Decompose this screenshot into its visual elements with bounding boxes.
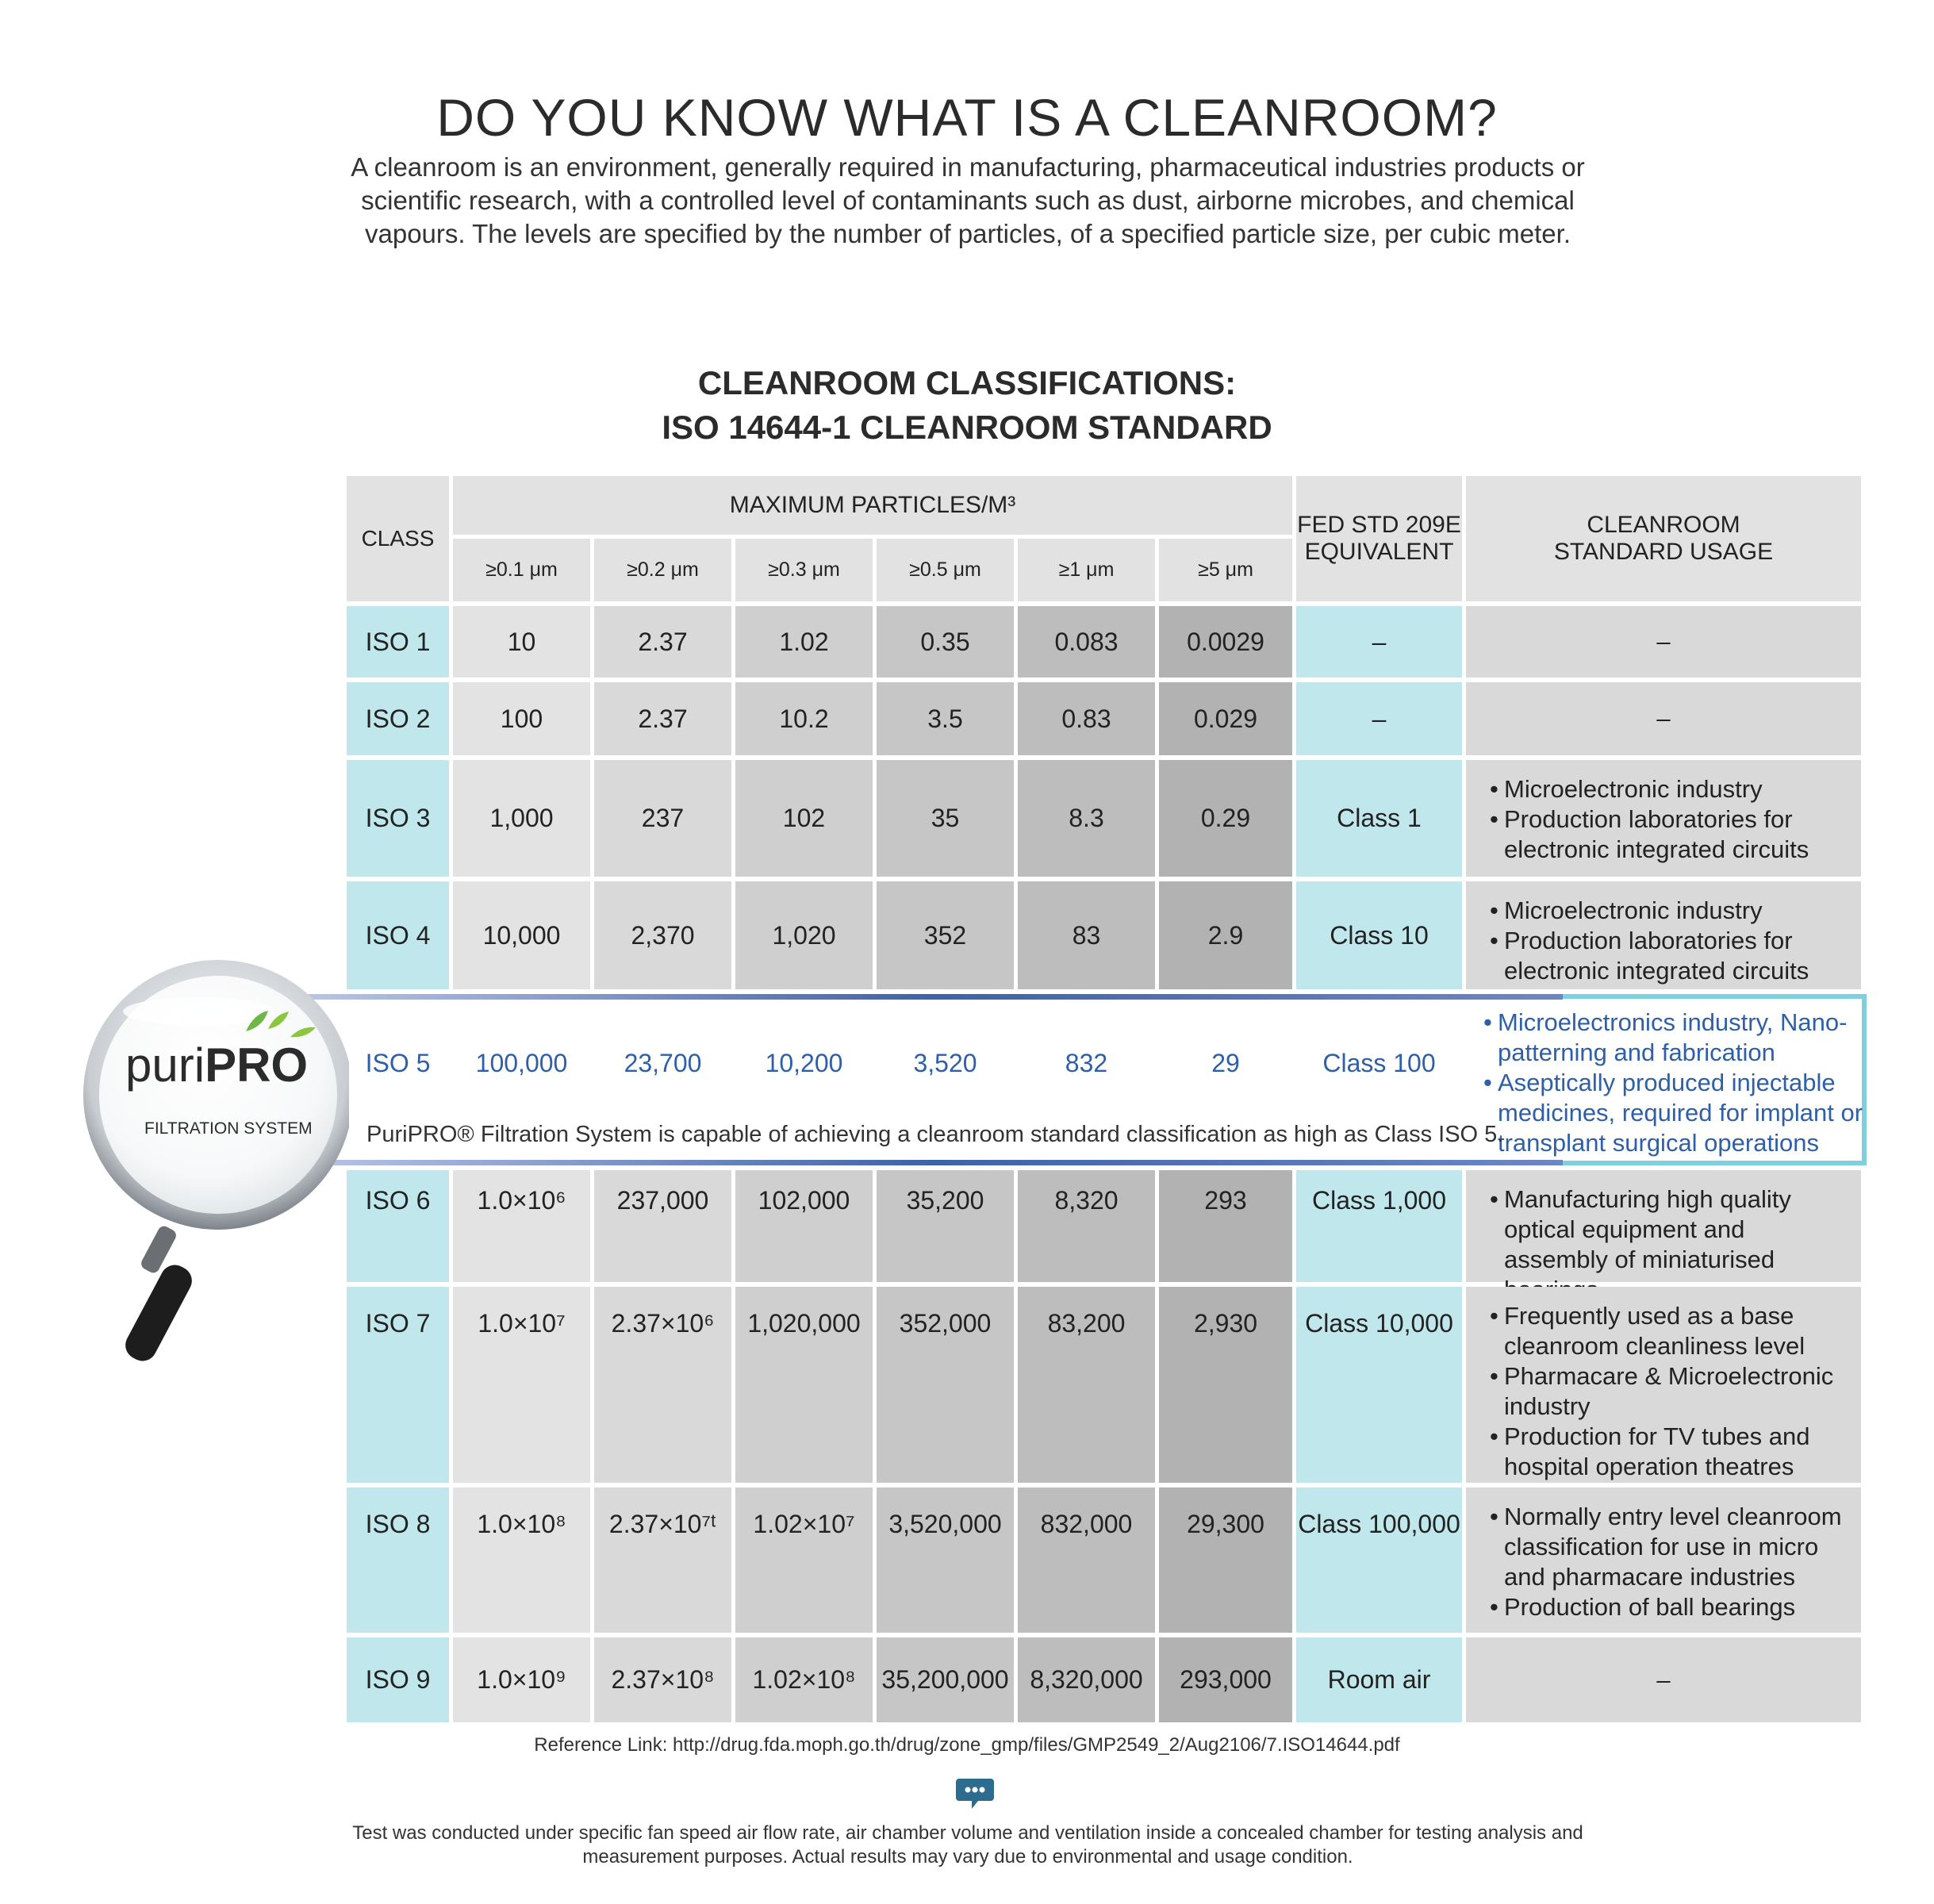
- particle-value: 832: [1065, 1048, 1108, 1077]
- particle-value: 0.029: [1159, 682, 1292, 755]
- class-header: CLASS: [347, 476, 449, 601]
- particle-value: 293,000: [1159, 1637, 1292, 1722]
- fed-equivalent-cell: Class 1,000: [1296, 1170, 1462, 1282]
- particle-value: 35: [877, 760, 1014, 877]
- brand-wordmark: [125, 1038, 308, 1092]
- usage-item: • Production laboratories for electronic integrated circuits: [1490, 804, 1853, 865]
- usage-cell: –: [1466, 682, 1861, 755]
- particle-value: 83: [1018, 881, 1155, 989]
- particle-value: 293: [1159, 1170, 1292, 1282]
- usage-list: [1490, 1502, 1853, 1622]
- particle-size-header: ≥5 μm: [1159, 539, 1292, 601]
- particle-value: 3.5: [877, 682, 1014, 755]
- brand-wordmark-light: puri: [125, 1038, 205, 1092]
- particle-value: 1.02×10⁷: [735, 1488, 873, 1633]
- fed-std-header: [1296, 476, 1462, 601]
- particle-value: 10.2: [735, 682, 873, 755]
- particle-value: 237,000: [594, 1170, 731, 1282]
- particle-value: 832,000: [1018, 1488, 1155, 1633]
- usage-item: • Production laboratories for electronic integrated circuits: [1490, 926, 1853, 986]
- particle-value: 2.37×10⁸: [594, 1637, 731, 1722]
- particle-value: 2.37: [594, 682, 731, 755]
- fed-equivalent-cell: Room air: [1296, 1637, 1462, 1722]
- particle-value: 0.083: [1018, 606, 1155, 678]
- magnifier-logo: [48, 948, 349, 1376]
- class-cell: ISO 6: [347, 1170, 449, 1282]
- usage-header-line-1: CLEANROOM: [1587, 512, 1740, 538]
- class-cell: ISO 4: [347, 881, 449, 989]
- particle-value: 83,200: [1018, 1287, 1155, 1483]
- fed-equivalent-cell: –: [1296, 606, 1462, 678]
- particle-size-header: ≥0.2 μm: [594, 539, 731, 601]
- particle-value: 0.0029: [1159, 606, 1292, 678]
- particle-value: 8,320,000: [1018, 1637, 1155, 1722]
- table-title-line-2: ISO 14644-1 CLEANROOM STANDARD: [662, 409, 1272, 446]
- max-particles-header: MAXIMUM PARTICLES/M³: [453, 476, 1292, 535]
- usage-item: • Production of ball bearings: [1490, 1592, 1853, 1622]
- particle-value: 29: [1211, 1048, 1240, 1077]
- particle-value: 1,020,000: [735, 1287, 873, 1483]
- particle-size-header: ≥0.3 μm: [735, 539, 873, 601]
- particle-value: 1.0×10⁷: [453, 1287, 590, 1483]
- class-cell: ISO 7: [347, 1287, 449, 1483]
- particle-value: 10,000: [453, 881, 590, 989]
- particle-value: 100,000: [475, 1048, 568, 1077]
- magnifier-handle: [121, 1260, 197, 1366]
- particle-value: 1.02×10⁸: [735, 1637, 873, 1722]
- particle-value: 2.37×10⁶: [594, 1287, 731, 1483]
- disclaimer: Test was conducted under specific fan speed air flow rate, air chamber volume and ventilation inside a concealed chamber for testing analysis and measurement purposes. Actual results may vary due to environmental and usage condition.: [352, 1822, 1583, 1868]
- particle-value: 23,700: [624, 1048, 702, 1077]
- class-cell: ISO 9: [347, 1637, 449, 1722]
- class-cell: ISO 5: [365, 1048, 431, 1077]
- particle-value: 10,200: [765, 1048, 843, 1077]
- usage-header: [1466, 476, 1861, 601]
- fed-equivalent-cell: Class 100,000: [1296, 1488, 1462, 1633]
- usage-cell: [1466, 1287, 1861, 1483]
- usage-item: • Normally entry level cleanroom classification for use in micro and pharmacare industries: [1490, 1502, 1853, 1592]
- fed-std-header-line-2: EQUIVALENT: [1304, 539, 1454, 565]
- particle-value: 102: [735, 760, 873, 877]
- class-cell: ISO 1: [347, 606, 449, 678]
- particle-size-header: ≥0.1 μm: [453, 539, 590, 601]
- usage-item: • Aseptically produced injectable medicines, required for implant or transplant surgical operations: [1483, 1068, 1864, 1158]
- particle-value: 1.0×10⁹: [453, 1637, 590, 1722]
- table-title: [0, 361, 1934, 450]
- particle-value: 352: [877, 881, 1014, 989]
- usage-cell: [1466, 760, 1861, 877]
- particle-value: 29,300: [1159, 1488, 1292, 1633]
- particle-value: 1,020: [735, 881, 873, 989]
- table-title-line-1: CLEANROOM CLASSIFICATIONS:: [697, 364, 1237, 401]
- reference-link: Reference Link: http://drug.fda.moph.go.th/drug/zone_gmp/files/GMP2549_2/Aug2106/7.ISO14644.pdf: [534, 1734, 1400, 1756]
- particle-value: 2,930: [1159, 1287, 1292, 1483]
- brand-wordmark-bold: PRO: [205, 1038, 309, 1092]
- usage-item: • Microelectronics industry, Nano-patterning and fabrication: [1483, 1008, 1864, 1068]
- particle-value: 35,200,000: [877, 1637, 1014, 1722]
- usage-item: • Microelectronic industry: [1490, 896, 1853, 926]
- usage-cell: [1466, 881, 1861, 989]
- fed-equivalent-cell: Class 1: [1296, 760, 1462, 877]
- speech-bubble-icon: [956, 1775, 994, 1812]
- iso5-bottom-rule: [301, 1160, 1563, 1165]
- particle-value: 102,000: [735, 1170, 873, 1282]
- usage-item: • Frequently used as a base cleanroom cleanliness level: [1490, 1301, 1853, 1361]
- class-cell: ISO 2: [347, 682, 449, 755]
- particle-value: 0.35: [877, 606, 1014, 678]
- usage-item: • Manufacturing high quality optical equipment and assembly of miniaturised: [1490, 1184, 1853, 1305]
- page-title: DO YOU KNOW WHAT IS A CLEANROOM?: [436, 88, 1498, 147]
- fed-equivalent-cell: Class 10: [1296, 881, 1462, 989]
- lens-glare: [123, 997, 274, 1026]
- usage-item: • Production for TV tubes and hospital operation theatres: [1490, 1422, 1853, 1482]
- usage-list: [1490, 1301, 1853, 1482]
- fed-equivalent-cell: –: [1296, 682, 1462, 755]
- particle-value: 35,200: [877, 1170, 1014, 1282]
- usage-cell: [1483, 1008, 1864, 1158]
- particle-value: 0.83: [1018, 682, 1155, 755]
- particle-value: 3,520: [913, 1048, 977, 1077]
- particle-value: 1,000: [453, 760, 590, 877]
- usage-cell: –: [1466, 1637, 1861, 1722]
- intro-paragraph: A cleanroom is an environment, generally required in manufacturing, pharmaceutical industries products or scientific research, with a controlled level of contaminants such as dust, airborne microbes, and chemical vapours. The levels are specified by the number of particles, of a specified particle size, per cubic meter.: [351, 152, 1585, 248]
- usage-list: [1490, 774, 1853, 865]
- particle-value: 2.37×10⁷ᵗ: [594, 1488, 731, 1633]
- particle-size-header: ≥0.5 μm: [877, 539, 1014, 601]
- particle-value: 3,520,000: [877, 1488, 1014, 1633]
- usage-header-line-2: STANDARD USAGE: [1553, 539, 1774, 565]
- class-cell: ISO 3: [347, 760, 449, 877]
- usage-cell: [1466, 1170, 1861, 1282]
- iso5-top-rule: [301, 994, 1563, 1000]
- fed-std-header-line-1: FED STD 209E: [1297, 512, 1461, 538]
- usage-list: [1490, 896, 1853, 986]
- usage-item: • Microelectronic industry: [1490, 774, 1853, 804]
- particle-value: 2.37: [594, 606, 731, 678]
- particle-value: 237: [594, 760, 731, 877]
- particle-value: 352,000: [877, 1287, 1014, 1483]
- fed-equivalent-cell: Class 100: [1322, 1048, 1436, 1077]
- usage-list: [1483, 1008, 1864, 1158]
- particle-value: 1.0×10⁸: [453, 1488, 590, 1633]
- brand-tagline: FILTRATION SYSTEM: [144, 1119, 313, 1138]
- fed-equivalent-cell: Class 10,000: [1296, 1287, 1462, 1483]
- particle-value: 2,370: [594, 881, 731, 989]
- particle-value: 8.3: [1018, 760, 1155, 877]
- usage-cell: [1466, 1488, 1861, 1633]
- particle-value: 100: [453, 682, 590, 755]
- class-cell: ISO 8: [347, 1488, 449, 1633]
- particle-size-header: ≥1 μm: [1018, 539, 1155, 601]
- usage-item: • Pharmacare & Microelectronic industry: [1490, 1361, 1853, 1422]
- usage-cell: –: [1466, 606, 1861, 678]
- particle-value: 0.29: [1159, 760, 1292, 877]
- particle-value: 8,320: [1018, 1170, 1155, 1282]
- particle-value: 10: [453, 606, 590, 678]
- particle-value: 2.9: [1159, 881, 1292, 989]
- particle-value: 1.02: [735, 606, 873, 678]
- capability-note: PuriPRO® Filtration System is capable of achieving a cleanroom standard classification as high as Class ISO 5.: [366, 1122, 1504, 1147]
- particle-value: 1.0×10⁶: [453, 1170, 590, 1282]
